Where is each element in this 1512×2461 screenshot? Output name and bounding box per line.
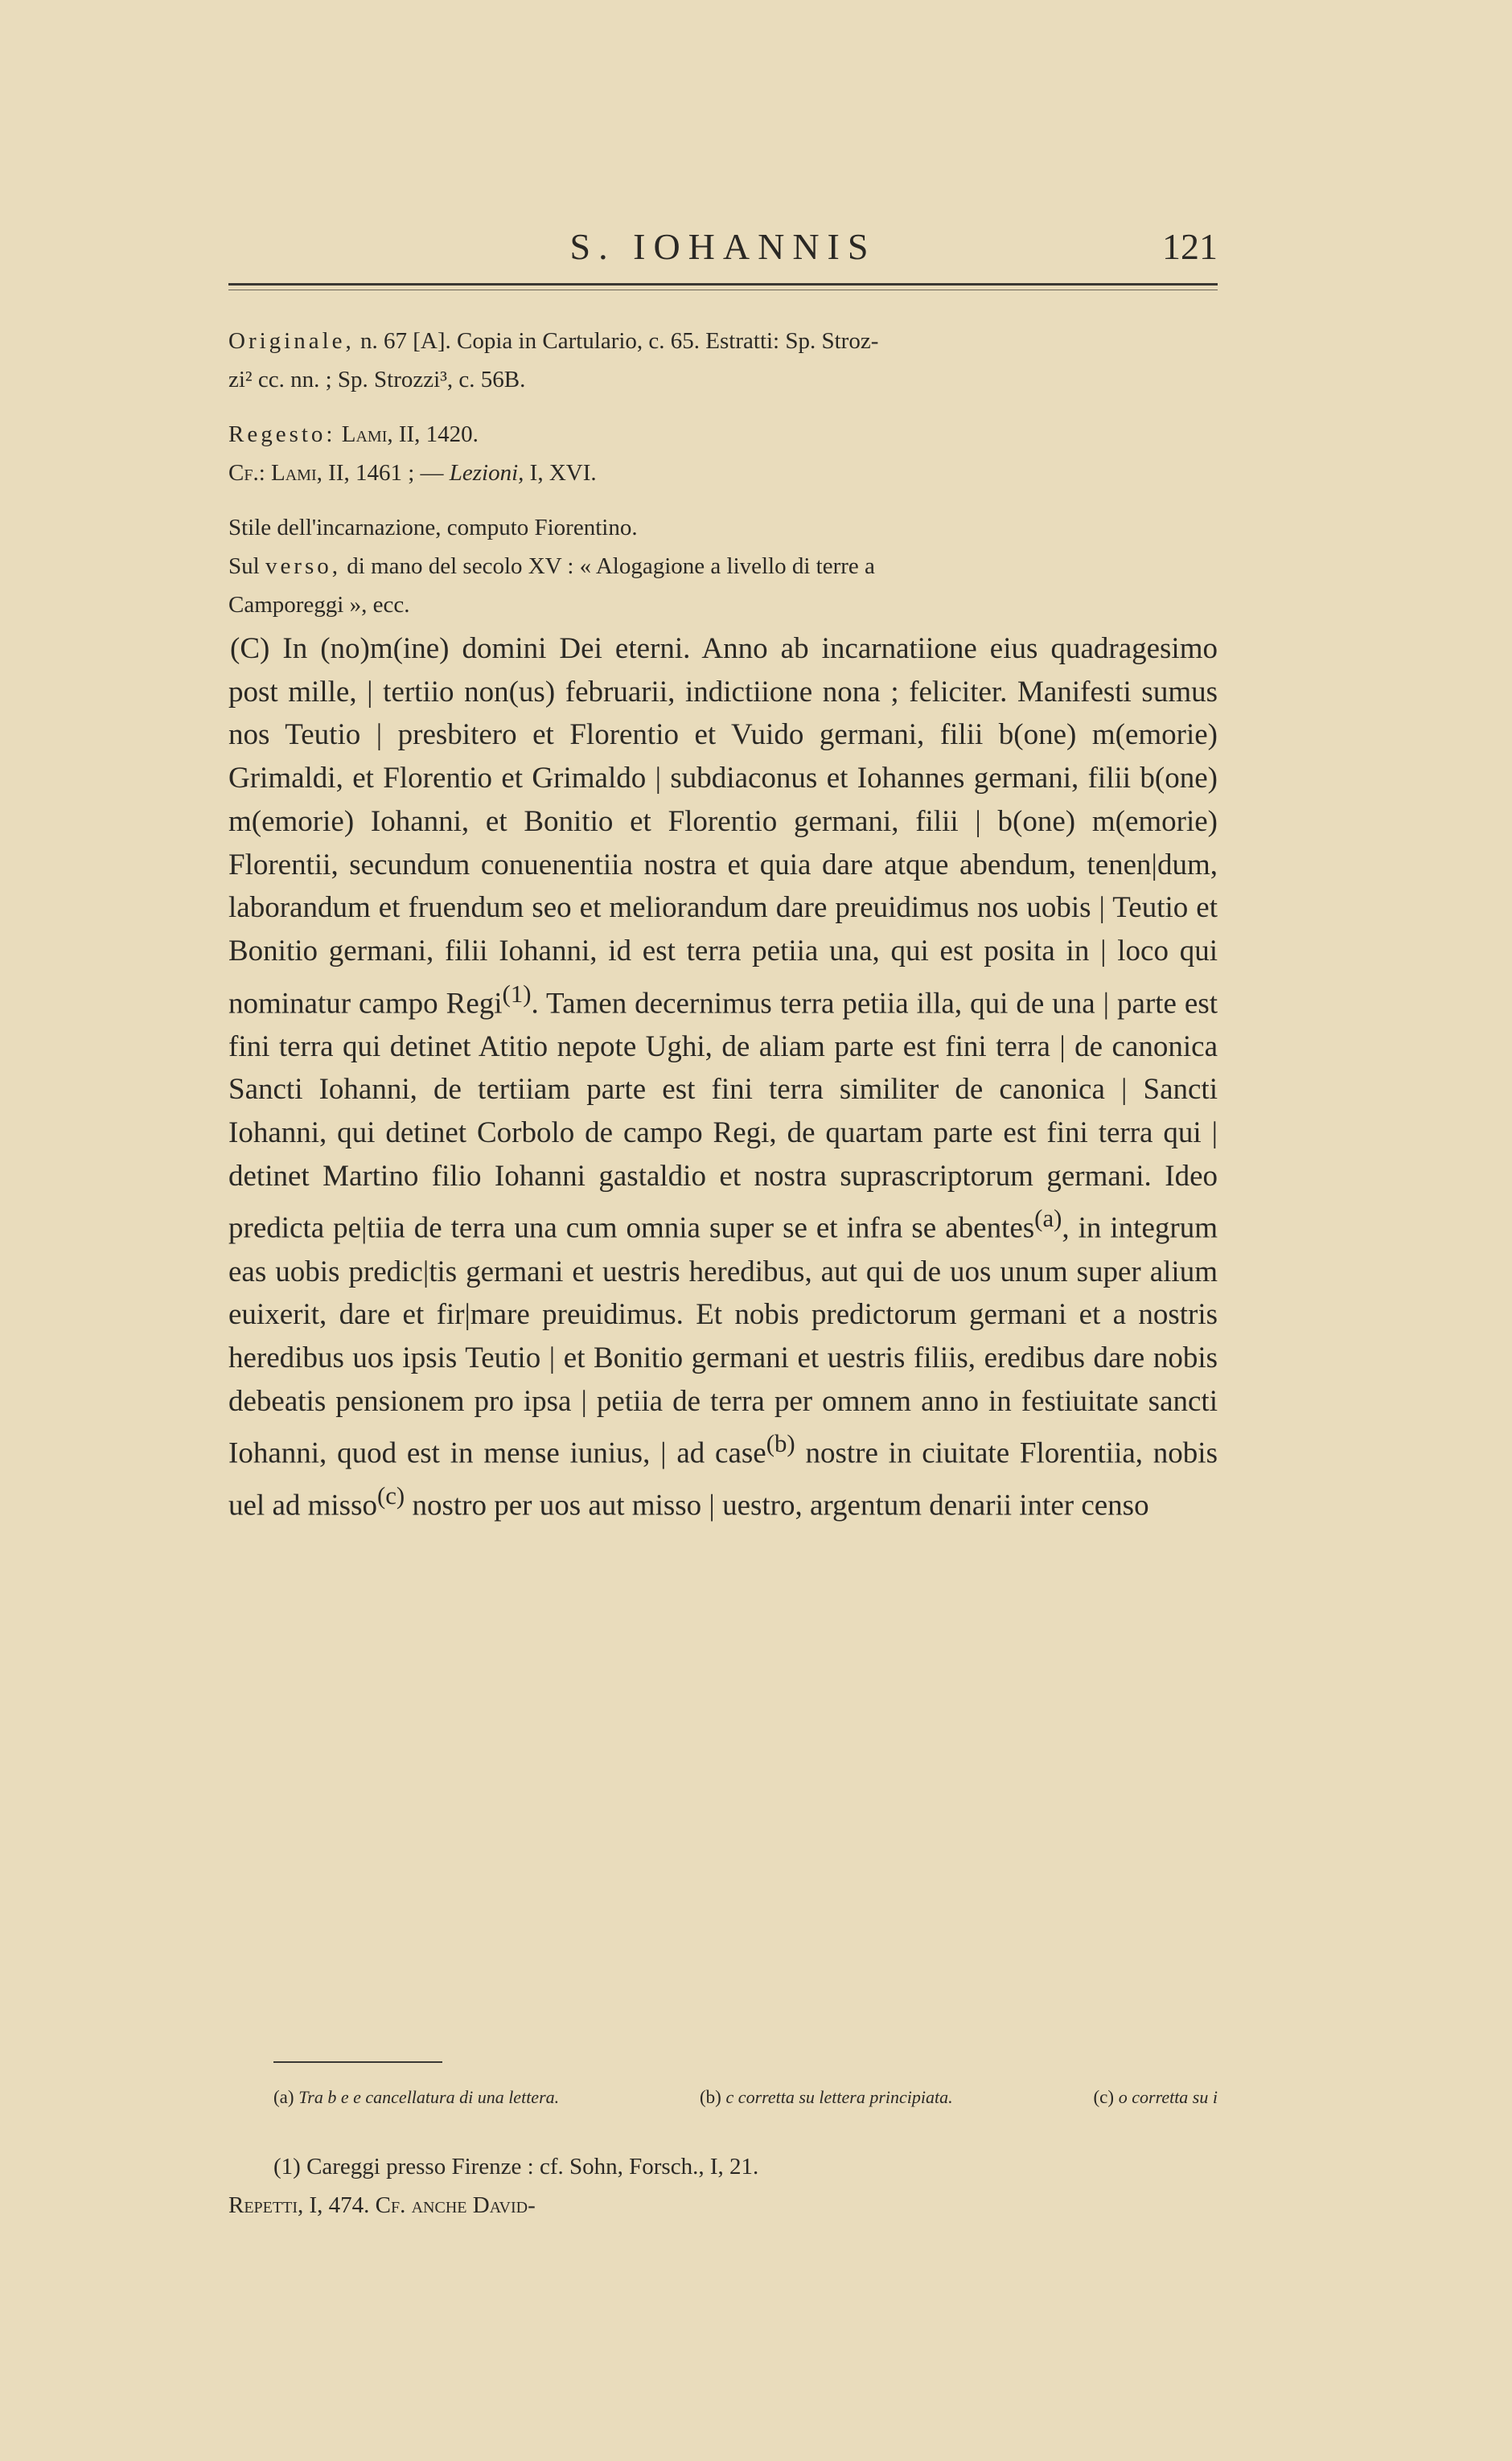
note-ref-a: (a) xyxy=(1034,1205,1062,1233)
footnote-1-cont: Repetti, I, 474. Cf. anche David- xyxy=(228,2192,536,2218)
verso-line: Sul verso, di mano del secolo XV : « Alogagione a livello di terre a xyxy=(228,553,875,579)
apparatus-note-b: (b) c corretta su lettera principiata. xyxy=(699,2087,953,2107)
running-header xyxy=(228,225,1218,281)
note-ref-b: (b) xyxy=(766,1430,795,1458)
verso-line-2: Camporeggi », ecc. xyxy=(228,592,410,618)
note-ref-c: (c) xyxy=(376,1482,405,1510)
page xyxy=(228,225,1218,2218)
note-ref-1: (1) xyxy=(502,980,532,1008)
apparatus-note-a: (a) Tra b e e cancellatura di una lettera. xyxy=(273,2087,560,2107)
originale-line: Originale, n. 67 [A]. Copia in Cartulario, c. 65. Estratti: Sp. Stroz- xyxy=(228,328,879,354)
page-number: 121 xyxy=(1162,226,1218,267)
archival-notes xyxy=(228,322,1218,624)
charter-text: (C) In (no)m(ine) domini Dei eterni. Anno ab incarnatiione eius quadragesimo post mille, | tertiio non(us) februarii, indictiione nona ; feliciter. Manifesti sumus nos Teutio | presbitero et Florentio et Vuido germani, filii b(one) m(emorie) Grimaldi, et Florentio et Grimaldo | subdiaconus et Iohannes germani, filii b(one) m(emorie) Iohanni, et Bonitio et Florentio germani, filii | b(one) m(emorie) Florentii, secundum conuenentiia nostra et quia dare atque abendum, tenen|dum, laborandum et fruendum seo et meliorandum dare preuidimus nos uobis | Teutio et Bonitio germani, filii Iohanni, id est terra petiia una, qui est posita in | loco qui nominatur campo Regi$^{(1)}$. Tamen decernimus terra petiia illa, qui de una | parte est fini terra qui detinet Atitio nepote Ughi, de aliam parte est fini terra | de canonica Sancti Iohanni, de tertiiam parte est fini terra similiter de canonica | Sancti Iohanni, qui detinet Corbolo de campo Regi, de quartam parte est fini terra qui | detinet Martino filio Iohanni gastaldio et nostra suprascriptorum germani. Ideo predicta pe|tiia de terra una cum omnia super se et infra se abentes$^{(a)}$, in integrum eas uobis predic|tis germani et uestris heredibus, aut qui de uos unum super alium euixerit, dare et fir|mare preuidimus. Et nobis predictorum germani et a nostris heredibus uos ipsis Teutio | et Bonitio germani et uestris filiis, eredibus dare nobis debeatis pensionem pro ipsa | petiia de terra per omnem anno in festiuitate sancti Iohanni, quod est in mense iunius, | ad case$^{(b)}$ nostre in ciuitate Florentiia, nobis uel ad misso$^{(c)}$ nostro per uos aut misso | uestro, argentum denarii inter censo xyxy=(228,632,1218,1522)
cf-line: Cf.: Lami, II, 1461 ; — Lezioni, I, XVI. xyxy=(228,460,597,486)
footnote-1: (1) Careggi presso Firenze : cf. Sohn, Forsch., I, 21. xyxy=(273,2154,759,2180)
footnote-rule xyxy=(273,2061,442,2063)
running-title: S. IOHANNIS xyxy=(569,226,877,267)
regesto-line: Regesto: Lami, II, 1420. xyxy=(228,421,479,447)
stile-line: Stile dell'incarnazione, computo Fiorentino. xyxy=(228,515,638,540)
critical-apparatus xyxy=(273,2087,1218,2108)
header-rule xyxy=(228,283,1218,286)
originale-line-2: zi² cc. nn. ; Sp. Strozzi³, c. 56B. xyxy=(228,367,526,392)
apparatus-note-c: (c) o corretta su i xyxy=(1093,2087,1218,2107)
footnotes xyxy=(228,2147,1033,2225)
